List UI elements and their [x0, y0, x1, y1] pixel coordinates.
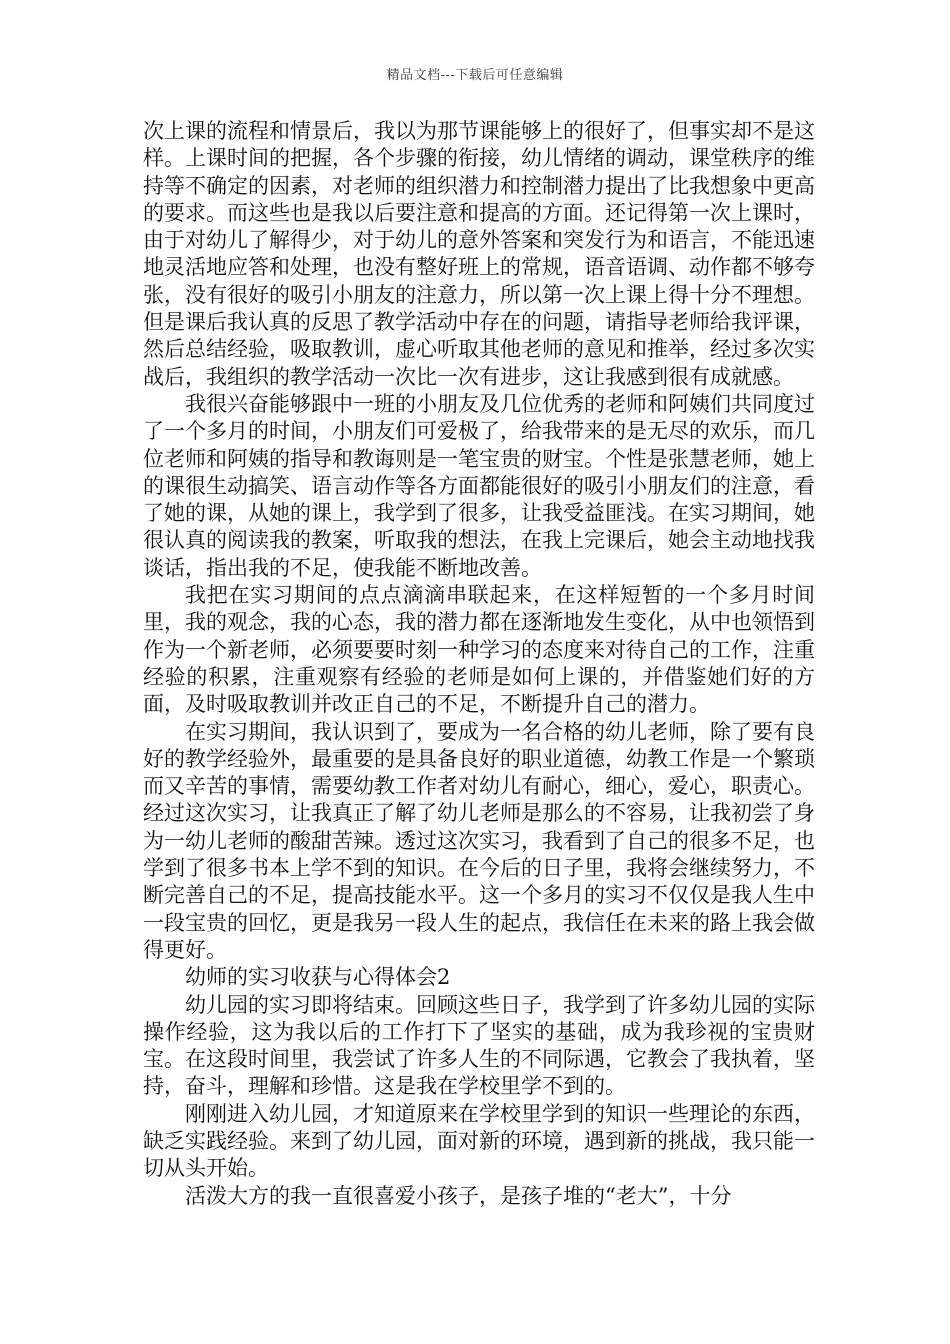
paragraph: 幼儿园的实习即将结束。回顾这些日子，我学到了许多幼儿园的实际操作经验，这为我以后的工作打下了坚实的基础，成为我珍视的宝贵财宝。在这段时间里，我尝试了许多人生的不同际遇，它教会了我执着，坚持，奋斗，理解和珍惜。这是我在学校里学不到的。: [143, 992, 815, 1099]
document-body: [143, 118, 815, 1210]
page-header: 精品文档---下载后可任意编辑: [386, 68, 564, 83]
paragraph-continued: 次上课的流程和情景后，我以为那节课能够上的很好了，但事实却不是这样。上课时间的把握，各个步骤的衔接，幼儿情绪的调动，课堂秩序的维持等不确定的因素，对老师的组织潜力和控制潜力提出了比我想象中更高的要求。而这些也是我以后要注意和提高的方面。还记得第一次上课时，由于对幼儿了解得少，对于幼儿的意外答案和突发行为和语言，不能迅速地灵活地应答和处理，也没有整好班上的常规，语音语调、动作都不够夸张，没有很好的吸引小朋友的注意力，所以第一次上课上得十分不理想。但是课后我认真的反思了教学活动中存在的问题，请指导老师给我评课，然后总结经验，吸取教训，虚心听取其他老师的意见和推举，经过多次实战后，我组织的教学活动一次比一次有进步，这让我感到很有成就感。: [143, 119, 815, 389]
paragraph: 在实习期间，我认识到了，要成为一名合格的幼儿老师，除了要有良好的教学经验外，最重要的是具备良好的职业道德，幼教工作是一个繁琐而又辛苦的事情，需要幼教工作者对幼儿有耐心，细心，爱心，职责心。经过这次实习，让我真正了解了幼儿老师是那么的不容易，让我初尝了身为一幼儿老师的酸甜苦辣。透过这次实习，我看到了自己的很多不足，也学到了很多书本上学不到的知识。在今后的日子里，我将会继续努力，不断完善自己的不足，提高技能水平。这一个多月的实习不仅仅是我人生中一段宝贵的回忆，更是我另一段人生的起点，我信任在未来的路上我会做得更好。: [143, 719, 815, 962]
paragraph: 活泼大方的我一直很喜爱小孩子，是孩子堆的“老大”，十分: [185, 1183, 732, 1208]
section-title: 幼师的实习收获与心得体会2: [185, 965, 451, 990]
paragraph: 刚刚进入幼儿园，才知道原来在学校里学到的知识一些理论的东西，缺乏实践经验。来到了幼儿园，面对新的环境，遇到新的挑战，我只能一切从头开始。: [143, 1101, 815, 1181]
paragraph: 我把在实习期间的点点滴滴串联起来，在这样短暂的一个多月时间里，我的观念，我的心态，我的潜力都在逐渐地发生变化，从中也领悟到作为一个新老师，必须要要时刻一种学习的态度来对待自己的工作，注重经验的积累，注重观察有经验的老师是如何上课的，并借鉴她们好的方面，及时吸取教训并改正自己的不足，不断提升自己的潜力。: [143, 583, 815, 717]
paragraph: 我很兴奋能够跟中一班的小朋友及几位优秀的老师和阿姨们共同度过了一个多月的时间，小朋友们可爱极了，给我带来的是无尽的欢乐，而几位老师和阿姨的指导和教诲则是一笔宝贵的财宝。个性是张慧老师，她上的课很生动搞笑、语言动作等各方面都能很好的吸引小朋友们的注意，看了她的课，从她的课上，我学到了很多，让我受益匪浅。在实习期间，她很认真的阅读我的教案，听取我的想法，在我上完课后，她会主动地找我谈话，指出我的不足，使我能不断地改善。: [143, 391, 815, 580]
